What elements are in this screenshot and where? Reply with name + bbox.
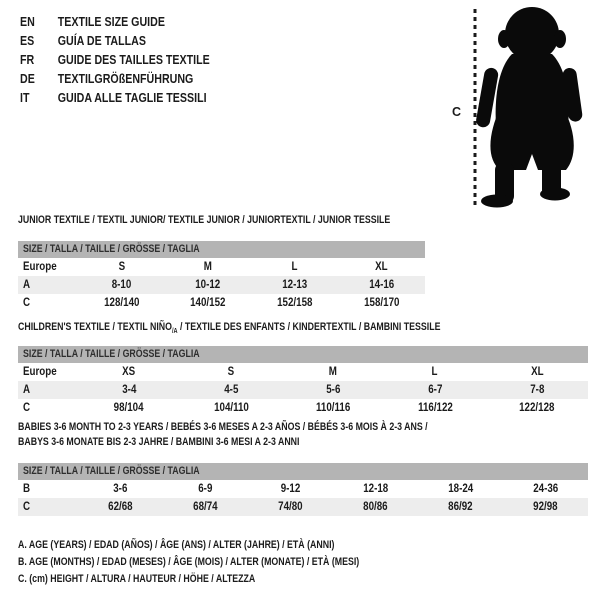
junior-section-title: JUNIOR TEXTILE / TEXTIL JUNIOR/ TEXTILE JUNIOR / JUNIORTEXTIL / JUNIOR TESSILE	[18, 214, 391, 226]
language-row	[20, 50, 210, 69]
size-table-header: SIZE / TALLA / TAILLE / GRÖSSE / TAGLIA	[18, 463, 588, 480]
size-cell: 74/80	[278, 501, 303, 513]
size-cell: 12-18	[362, 483, 388, 495]
size-cell: XS	[122, 366, 136, 378]
junior-size-table	[18, 241, 425, 312]
size-cell: 8-10	[111, 279, 132, 291]
table-row	[18, 480, 588, 498]
footnote-c: C. (cm) HEIGHT / ALTURA / HAUTEUR / HÖHE / ALTEZZA	[18, 573, 256, 585]
size-figure	[440, 4, 600, 214]
language-label: TEXTILE SIZE GUIDE	[57, 14, 165, 29]
size-cell: 3-4	[121, 384, 137, 396]
size-cell: S	[227, 366, 235, 378]
language-row	[20, 31, 210, 50]
size-cell: XL	[375, 261, 388, 273]
measure-c-label: C	[452, 105, 462, 119]
language-row	[20, 12, 210, 31]
size-cell: 128/140	[103, 297, 140, 309]
language-row	[20, 88, 210, 107]
size-cell: 10-12	[195, 279, 221, 291]
row-label-cell: C	[23, 402, 31, 414]
row-label-cell: Europe	[23, 366, 57, 378]
language-code: FR	[20, 52, 35, 67]
footnote-list	[18, 537, 445, 588]
language-label: GUIDA ALLE TAGLIE TESSILI	[57, 90, 207, 105]
children-section-title: CHILDREN'S TEXTILE / TEXTIL $NIÑO_{/A}$ / TEXTILE DES ENFANTS / KINDERTEXTIL / BAMBINI TESSILE	[18, 321, 441, 336]
size-cell: 158/170	[363, 297, 400, 309]
size-table-header: SIZE / TALLA / TAILLE / GRÖSSE / TAGLIA	[18, 346, 588, 363]
size-cell: 6-9	[198, 483, 213, 495]
size-cell: 98/104	[114, 402, 144, 414]
size-cell: 3-6	[113, 483, 128, 495]
language-label: GUÍA DE TALLAS	[57, 33, 146, 48]
toddler-silhouette	[440, 4, 600, 214]
toddler-body	[475, 7, 583, 208]
size-cell: L	[291, 261, 298, 273]
row-label-cell: C	[23, 297, 31, 309]
size-cell: L	[432, 366, 438, 378]
size-cell: M	[204, 261, 213, 273]
size-cell: 9-12	[280, 483, 301, 495]
row-label-cell: Europe	[23, 261, 57, 273]
size-cell: 12-13	[282, 279, 308, 291]
language-row	[20, 69, 210, 88]
row-label-cell: B	[23, 483, 31, 495]
babies-size-table	[18, 463, 588, 516]
size-cell: 140/152	[190, 297, 226, 309]
size-cell: 6-7	[427, 384, 443, 396]
size-cell: 116/122	[417, 402, 453, 414]
table-row	[18, 258, 425, 276]
size-cell: 14-16	[369, 279, 395, 291]
size-cell: 122/128	[519, 402, 555, 414]
size-cell: 152/158	[277, 297, 313, 309]
size-cell: 104/110	[213, 402, 249, 414]
table-row	[18, 498, 588, 516]
size-cell: S	[118, 261, 125, 273]
size-cell: 7-8	[529, 384, 545, 396]
size-cell: 5-6	[325, 384, 341, 396]
size-table-header: SIZE / TALLA / TAILLE / GRÖSSE / TAGLIA	[18, 241, 425, 258]
table-row	[18, 294, 425, 312]
size-cell: XL	[530, 366, 544, 378]
table-row	[18, 276, 425, 294]
size-cell: 86/92	[448, 501, 473, 513]
table-row	[18, 381, 588, 399]
language-code: ES	[20, 33, 35, 48]
nino-a-subscript: /A	[171, 328, 178, 336]
footnote-a: A. AGE (YEARS) / EDAD (AÑOS) / ÂGE (ANS) / ALTER (JAHRE) / ETÀ (ANNI)	[18, 539, 335, 551]
language-code: IT	[20, 90, 30, 105]
table-row	[18, 363, 588, 381]
size-cell: 62/68	[108, 501, 133, 513]
size-cell: 92/98	[533, 501, 558, 513]
size-cell: M	[328, 366, 338, 378]
table-row	[18, 399, 588, 417]
size-cell: 110/116	[315, 402, 351, 414]
row-label-cell: A	[23, 279, 31, 291]
language-code: DE	[20, 71, 35, 86]
size-cell: 18-24	[447, 483, 473, 495]
size-cell: 68/74	[193, 501, 218, 513]
language-code: EN	[20, 14, 35, 29]
language-label: TEXTILGRÖßENFÜHRUNG	[57, 71, 194, 86]
footnote-b: B. AGE (MONTHS) / EDAD (MESES) / ÂGE (MOIS) / ALTER (MONATE) / ETÀ (MESI)	[18, 556, 360, 568]
children-size-table	[18, 346, 588, 417]
size-cell: 80/86	[363, 501, 388, 513]
language-list	[20, 12, 251, 107]
row-label-cell: C	[23, 501, 31, 513]
row-label-cell: A	[23, 384, 31, 396]
language-label: GUIDE DES TAILLES TEXTILE	[57, 52, 210, 67]
babies-section-title: BABIES 3-6 MONTH TO 2-3 YEARS / BEBÉS 3-6 MESES A 2-3 AÑOS / BÉBÉS 3-6 MOIS À 2-3 ANS / BABYS 3-6 MONATE BIS 2-3 JAHRE / BAMBINI 3-6 MESI A 2-3 ANNI	[18, 421, 428, 448]
size-cell: 24-36	[532, 483, 558, 495]
size-cell: 4-5	[223, 384, 239, 396]
